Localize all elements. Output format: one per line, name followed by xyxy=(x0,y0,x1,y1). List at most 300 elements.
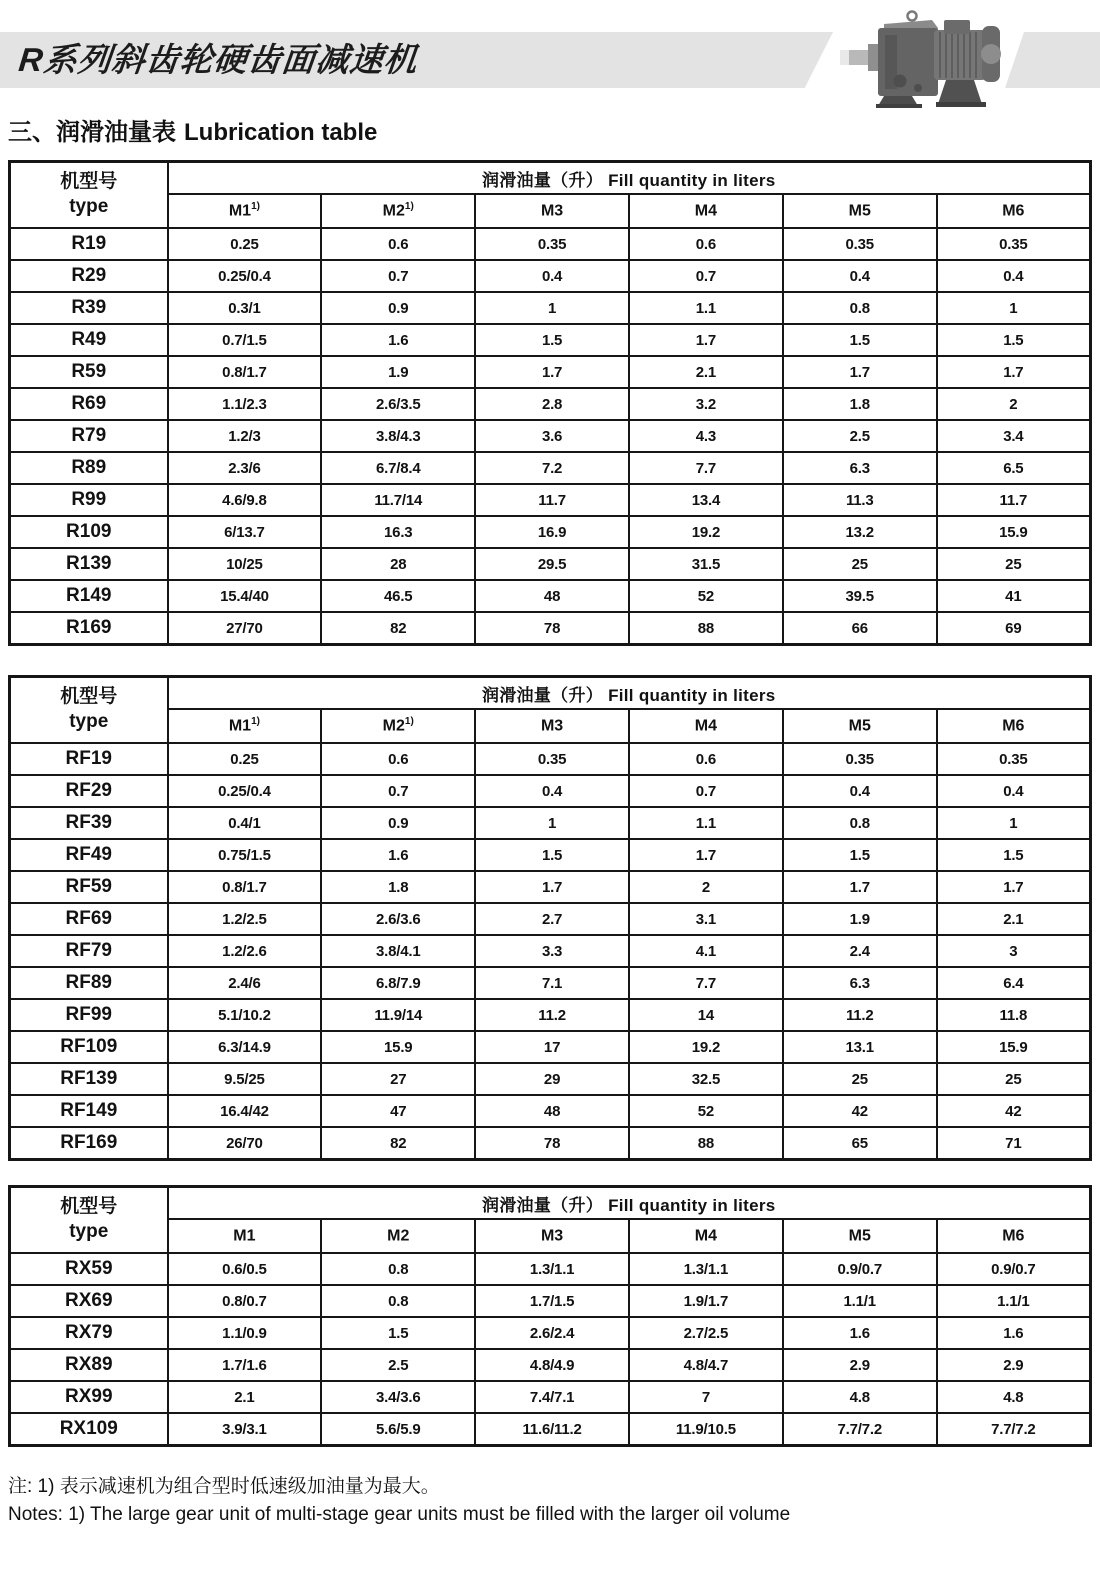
table-row xyxy=(10,999,1091,1031)
value-cell: 3.9/3.1 xyxy=(168,1413,322,1446)
value-cell: 1.7 xyxy=(475,356,629,388)
value-cell: 1.9 xyxy=(783,903,937,935)
value-cell: 0.25 xyxy=(168,228,322,260)
page-title: R系列斜齿轮硬齿面减速机 xyxy=(17,41,420,78)
value-cell: 2.6/3.6 xyxy=(321,903,475,935)
column-header-m3 xyxy=(475,194,629,228)
type-cell: R19 xyxy=(10,228,168,260)
table-row xyxy=(10,743,1091,775)
value-cell: 71 xyxy=(937,1127,1091,1160)
value-cell: 48 xyxy=(475,580,629,612)
table-row xyxy=(10,612,1091,645)
value-cell: 1.7/1.5 xyxy=(475,1285,629,1317)
value-cell: 0.6 xyxy=(629,743,783,775)
table-row xyxy=(10,903,1091,935)
value-cell: 1.5 xyxy=(475,324,629,356)
column-label: M3 xyxy=(540,1227,564,1245)
value-cell: 17 xyxy=(475,1031,629,1063)
value-cell: 4.1 xyxy=(629,935,783,967)
value-cell: 0.7 xyxy=(629,775,783,807)
column-label: M1 xyxy=(233,1227,256,1245)
value-cell: 26/70 xyxy=(168,1127,322,1160)
value-cell: 2.7/2.5 xyxy=(629,1317,783,1349)
value-cell: 2 xyxy=(629,871,783,903)
value-cell: 3 xyxy=(937,935,1091,967)
value-cell: 7 xyxy=(629,1381,783,1413)
tables-container xyxy=(0,160,1100,1447)
type-cell: RX99 xyxy=(10,1381,168,1413)
value-cell: 2.5 xyxy=(321,1349,475,1381)
column-header-m4 xyxy=(629,194,783,228)
type-cell: RF59 xyxy=(10,871,168,903)
value-cell: 0.4 xyxy=(937,260,1091,292)
value-cell: 9.5/25 xyxy=(168,1063,322,1095)
fill-quantity-header: 润滑油量（升） Fill quantity in liters xyxy=(168,1187,1091,1220)
column-header-m6 xyxy=(937,709,1091,743)
value-cell: 78 xyxy=(475,612,629,645)
value-cell: 4.6/9.8 xyxy=(168,484,322,516)
value-cell: 1.5 xyxy=(783,324,937,356)
column-label: M2 xyxy=(382,717,405,735)
value-cell: 6.3 xyxy=(783,452,937,484)
type-header-zh: 机型号 xyxy=(60,1196,118,1218)
type-cell: RF39 xyxy=(10,807,168,839)
value-cell: 14 xyxy=(629,999,783,1031)
column-label: M5 xyxy=(848,717,871,735)
column-header-m5 xyxy=(783,709,937,743)
value-cell: 1.7 xyxy=(475,871,629,903)
value-cell: 11.7/14 xyxy=(321,484,475,516)
type-cell: RF149 xyxy=(10,1095,168,1127)
value-cell: 1.7 xyxy=(783,356,937,388)
table-row xyxy=(10,775,1091,807)
type-cell: RX89 xyxy=(10,1349,168,1381)
table-row xyxy=(10,292,1091,324)
value-cell: 1.5 xyxy=(321,1317,475,1349)
value-cell: 29 xyxy=(475,1063,629,1095)
value-cell: 27/70 xyxy=(168,612,322,645)
value-cell: 1.5 xyxy=(937,839,1091,871)
table-row xyxy=(10,356,1091,388)
value-cell: 66 xyxy=(783,612,937,645)
value-cell: 52 xyxy=(629,580,783,612)
value-cell: 7.4/7.1 xyxy=(475,1381,629,1413)
value-cell: 3.6 xyxy=(475,420,629,452)
value-cell: 11.9/14 xyxy=(321,999,475,1031)
value-cell: 28 xyxy=(321,548,475,580)
column-superscript: 1) xyxy=(404,201,414,213)
column-header-m5 xyxy=(783,1219,937,1253)
value-cell: 1 xyxy=(475,807,629,839)
value-cell: 3.3 xyxy=(475,935,629,967)
value-cell: 11.9/10.5 xyxy=(629,1413,783,1446)
value-cell: 4.3 xyxy=(629,420,783,452)
value-cell: 16.3 xyxy=(321,516,475,548)
value-cell: 19.2 xyxy=(629,516,783,548)
value-cell: 0.4 xyxy=(475,260,629,292)
value-cell: 25 xyxy=(937,548,1091,580)
type-cell: RF99 xyxy=(10,999,168,1031)
column-superscript: 1) xyxy=(251,201,260,213)
value-cell: 11.7 xyxy=(937,484,1091,516)
column-superscript: 1) xyxy=(251,716,260,728)
value-cell: 29.5 xyxy=(475,548,629,580)
value-cell: 0.8/1.7 xyxy=(168,356,322,388)
type-column-header xyxy=(10,677,168,744)
type-header-en: type xyxy=(69,1221,109,1242)
value-cell: 1.1/1 xyxy=(783,1285,937,1317)
value-cell: 1 xyxy=(937,292,1091,324)
value-cell: 0.8/0.7 xyxy=(168,1285,322,1317)
value-cell: 1.6 xyxy=(937,1317,1091,1349)
type-cell: R149 xyxy=(10,580,168,612)
table-row xyxy=(10,580,1091,612)
value-cell: 2.5 xyxy=(783,420,937,452)
value-cell: 48 xyxy=(475,1095,629,1127)
value-cell: 65 xyxy=(783,1127,937,1160)
value-cell: 0.35 xyxy=(937,743,1091,775)
value-cell: 2.9 xyxy=(783,1349,937,1381)
table-row xyxy=(10,839,1091,871)
value-cell: 7.7/7.2 xyxy=(937,1413,1091,1446)
table-row xyxy=(10,548,1091,580)
value-cell: 15.9 xyxy=(321,1031,475,1063)
value-cell: 1.2/2.6 xyxy=(168,935,322,967)
column-label: M6 xyxy=(1002,717,1025,735)
value-cell: 0.25 xyxy=(168,743,322,775)
table-row xyxy=(10,1095,1091,1127)
type-cell: RX59 xyxy=(10,1253,168,1285)
table-row xyxy=(10,484,1091,516)
eyebolt-icon xyxy=(908,12,917,21)
column-label: M6 xyxy=(1002,1227,1025,1245)
value-cell: 1.1/1 xyxy=(937,1285,1091,1317)
value-cell: 0.75/1.5 xyxy=(168,839,322,871)
value-cell: 16.4/42 xyxy=(168,1095,322,1127)
value-cell: 2.4/6 xyxy=(168,967,322,999)
column-label: M2 xyxy=(382,202,405,220)
value-cell: 4.8 xyxy=(783,1381,937,1413)
value-cell: 0.7/1.5 xyxy=(168,324,322,356)
type-cell: R79 xyxy=(10,420,168,452)
column-label: M5 xyxy=(848,1227,871,1245)
column-superscript: 1) xyxy=(404,716,414,728)
value-cell: 0.6 xyxy=(629,228,783,260)
value-cell: 1 xyxy=(475,292,629,324)
table-row xyxy=(10,1349,1091,1381)
value-cell: 2.9 xyxy=(937,1349,1091,1381)
value-cell: 0.8 xyxy=(321,1285,475,1317)
value-cell: 6.5 xyxy=(937,452,1091,484)
value-cell: 6.4 xyxy=(937,967,1091,999)
value-cell: 2.1 xyxy=(937,903,1091,935)
value-cell: 2.4 xyxy=(783,935,937,967)
value-cell: 5.6/5.9 xyxy=(321,1413,475,1446)
type-cell: R59 xyxy=(10,356,168,388)
value-cell: 2.1 xyxy=(629,356,783,388)
value-cell: 1.9 xyxy=(321,356,475,388)
value-cell: 88 xyxy=(629,1127,783,1160)
type-column-header xyxy=(10,1187,168,1254)
table-row xyxy=(10,1031,1091,1063)
table-row xyxy=(10,1285,1091,1317)
type-cell: RX69 xyxy=(10,1285,168,1317)
value-cell: 0.9/0.7 xyxy=(937,1253,1091,1285)
type-cell: RF169 xyxy=(10,1127,168,1160)
value-cell: 3.8/4.3 xyxy=(321,420,475,452)
section-title-en: Lubrication table xyxy=(184,119,378,146)
type-cell: RX79 xyxy=(10,1317,168,1349)
value-cell: 46.5 xyxy=(321,580,475,612)
value-cell: 1 xyxy=(937,807,1091,839)
lubrication-table-2 xyxy=(8,675,1092,1161)
type-cell: R69 xyxy=(10,388,168,420)
value-cell: 13.2 xyxy=(783,516,937,548)
value-cell: 7.1 xyxy=(475,967,629,999)
table-row xyxy=(10,516,1091,548)
column-label: M6 xyxy=(1002,202,1025,220)
column-label: M3 xyxy=(540,202,564,220)
value-cell: 0.35 xyxy=(475,228,629,260)
type-header-zh: 机型号 xyxy=(60,171,118,193)
value-cell: 11.2 xyxy=(783,999,937,1031)
value-cell: 13.4 xyxy=(629,484,783,516)
value-cell: 1.6 xyxy=(321,839,475,871)
type-cell: RX109 xyxy=(10,1413,168,1446)
value-cell: 6.8/7.9 xyxy=(321,967,475,999)
value-cell: 27 xyxy=(321,1063,475,1095)
section-title xyxy=(8,112,1100,147)
table-row xyxy=(10,1413,1091,1446)
value-cell: 11.8 xyxy=(937,999,1091,1031)
type-cell: R139 xyxy=(10,548,168,580)
value-cell: 0.9/0.7 xyxy=(783,1253,937,1285)
value-cell: 0.35 xyxy=(783,228,937,260)
value-cell: 0.6 xyxy=(321,743,475,775)
table-row xyxy=(10,452,1091,484)
column-header-m1 xyxy=(168,1219,322,1253)
value-cell: 11.2 xyxy=(475,999,629,1031)
type-cell: RF139 xyxy=(10,1063,168,1095)
value-cell: 0.4 xyxy=(783,260,937,292)
value-cell: 7.7 xyxy=(629,452,783,484)
value-cell: 1.1/2.3 xyxy=(168,388,322,420)
value-cell: 1.6 xyxy=(783,1317,937,1349)
value-cell: 3.4 xyxy=(937,420,1091,452)
decor-parallelogram xyxy=(1005,32,1100,88)
type-cell: RF89 xyxy=(10,967,168,999)
value-cell: 2.8 xyxy=(475,388,629,420)
value-cell: 39.5 xyxy=(783,580,937,612)
value-cell: 0.8/1.7 xyxy=(168,871,322,903)
notes xyxy=(8,1473,1100,1528)
value-cell: 42 xyxy=(937,1095,1091,1127)
value-cell: 1.8 xyxy=(783,388,937,420)
type-cell: R29 xyxy=(10,260,168,292)
value-cell: 0.8 xyxy=(321,1253,475,1285)
value-cell: 0.4 xyxy=(475,775,629,807)
gear-motor-image xyxy=(838,4,1010,108)
value-cell: 52 xyxy=(629,1095,783,1127)
value-cell: 0.7 xyxy=(629,260,783,292)
value-cell: 4.8/4.7 xyxy=(629,1349,783,1381)
lubrication-table-3 xyxy=(8,1185,1092,1447)
value-cell: 3.2 xyxy=(629,388,783,420)
value-cell: 1.5 xyxy=(783,839,937,871)
value-cell: 0.35 xyxy=(475,743,629,775)
value-cell: 2.6/2.4 xyxy=(475,1317,629,1349)
value-cell: 7.7 xyxy=(629,967,783,999)
type-cell: RF29 xyxy=(10,775,168,807)
value-cell: 0.3/1 xyxy=(168,292,322,324)
table-row xyxy=(10,871,1091,903)
column-header-m6 xyxy=(937,1219,1091,1253)
value-cell: 0.25/0.4 xyxy=(168,775,322,807)
value-cell: 0.4 xyxy=(783,775,937,807)
value-cell: 1.6 xyxy=(321,324,475,356)
fill-quantity-header: 润滑油量（升） Fill quantity in liters xyxy=(168,677,1091,710)
value-cell: 1.1 xyxy=(629,807,783,839)
value-cell: 2.7 xyxy=(475,903,629,935)
value-cell: 13.1 xyxy=(783,1031,937,1063)
value-cell: 32.5 xyxy=(629,1063,783,1095)
value-cell: 0.9 xyxy=(321,292,475,324)
type-cell: RF69 xyxy=(10,903,168,935)
type-header-en: type xyxy=(69,711,109,732)
column-header-m4 xyxy=(629,709,783,743)
column-header-m6 xyxy=(937,194,1091,228)
value-cell: 0.35 xyxy=(937,228,1091,260)
type-cell: RF79 xyxy=(10,935,168,967)
type-column-header xyxy=(10,162,168,229)
value-cell: 4.8 xyxy=(937,1381,1091,1413)
type-cell: R49 xyxy=(10,324,168,356)
value-cell: 6.7/8.4 xyxy=(321,452,475,484)
value-cell: 5.1/10.2 xyxy=(168,999,322,1031)
value-cell: 0.7 xyxy=(321,775,475,807)
value-cell: 1.3/1.1 xyxy=(629,1253,783,1285)
column-header-m2 xyxy=(321,709,475,743)
value-cell: 1.3/1.1 xyxy=(475,1253,629,1285)
value-cell: 0.4/1 xyxy=(168,807,322,839)
table-row xyxy=(10,1253,1091,1285)
value-cell: 1.8 xyxy=(321,871,475,903)
value-cell: 41 xyxy=(937,580,1091,612)
value-cell: 0.8 xyxy=(783,807,937,839)
type-cell: R109 xyxy=(10,516,168,548)
value-cell: 47 xyxy=(321,1095,475,1127)
value-cell: 1.7 xyxy=(937,871,1091,903)
value-cell: 1.1/0.9 xyxy=(168,1317,322,1349)
value-cell: 3.4/3.6 xyxy=(321,1381,475,1413)
value-cell: 1.7 xyxy=(629,839,783,871)
column-header-m5 xyxy=(783,194,937,228)
column-header-m1 xyxy=(168,709,322,743)
value-cell: 25 xyxy=(783,1063,937,1095)
type-cell: RF19 xyxy=(10,743,168,775)
value-cell: 1.7 xyxy=(783,871,937,903)
type-cell: R89 xyxy=(10,452,168,484)
value-cell: 0.9 xyxy=(321,807,475,839)
value-cell: 7.2 xyxy=(475,452,629,484)
table-row xyxy=(10,388,1091,420)
value-cell: 11.3 xyxy=(783,484,937,516)
value-cell: 2.6/3.5 xyxy=(321,388,475,420)
value-cell: 25 xyxy=(937,1063,1091,1095)
column-header-m2 xyxy=(321,194,475,228)
value-cell: 82 xyxy=(321,1127,475,1160)
value-cell: 16.9 xyxy=(475,516,629,548)
note-en: Notes: 1) The large gear unit of multi-stage gear units must be filled with the larger oil volume xyxy=(8,1503,791,1525)
value-cell: 15.4/40 xyxy=(168,580,322,612)
type-cell: R39 xyxy=(10,292,168,324)
value-cell: 1.7/1.6 xyxy=(168,1349,322,1381)
value-cell: 69 xyxy=(937,612,1091,645)
value-cell: 0.35 xyxy=(783,743,937,775)
table-row xyxy=(10,1317,1091,1349)
table-row xyxy=(10,228,1091,260)
value-cell: 4.8/4.9 xyxy=(475,1349,629,1381)
table-row xyxy=(10,807,1091,839)
value-cell: 1.5 xyxy=(937,324,1091,356)
value-cell: 7.7/7.2 xyxy=(783,1413,937,1446)
value-cell: 3.1 xyxy=(629,903,783,935)
value-cell: 1.2/2.5 xyxy=(168,903,322,935)
table-row xyxy=(10,420,1091,452)
content xyxy=(0,112,1100,1528)
value-cell: 0.8 xyxy=(783,292,937,324)
value-cell: 1.7 xyxy=(629,324,783,356)
value-cell: 0.4 xyxy=(937,775,1091,807)
type-cell: RF49 xyxy=(10,839,168,871)
value-cell: 10/25 xyxy=(168,548,322,580)
value-cell: 19.2 xyxy=(629,1031,783,1063)
column-header-m2 xyxy=(321,1219,475,1253)
type-cell: R169 xyxy=(10,612,168,645)
type-cell: R99 xyxy=(10,484,168,516)
section-title-zh: 三、润滑油量表 xyxy=(8,119,176,146)
table-row xyxy=(10,935,1091,967)
table-row xyxy=(10,260,1091,292)
value-cell: 2.1 xyxy=(168,1381,322,1413)
table-row xyxy=(10,1063,1091,1095)
column-label: M2 xyxy=(387,1227,410,1245)
value-cell: 0.6/0.5 xyxy=(168,1253,322,1285)
value-cell: 2 xyxy=(937,388,1091,420)
value-cell: 88 xyxy=(629,612,783,645)
value-cell: 82 xyxy=(321,612,475,645)
value-cell: 1.1 xyxy=(629,292,783,324)
value-cell: 11.6/11.2 xyxy=(475,1413,629,1446)
value-cell: 25 xyxy=(783,548,937,580)
lubrication-table-1 xyxy=(8,160,1092,646)
value-cell: 6/13.7 xyxy=(168,516,322,548)
value-cell: 0.7 xyxy=(321,260,475,292)
value-cell: 78 xyxy=(475,1127,629,1160)
value-cell: 1.5 xyxy=(475,839,629,871)
column-header-m3 xyxy=(475,709,629,743)
value-cell: 6.3 xyxy=(783,967,937,999)
column-label: M5 xyxy=(848,202,871,220)
value-cell: 31.5 xyxy=(629,548,783,580)
table-row xyxy=(10,324,1091,356)
value-cell: 6.3/14.9 xyxy=(168,1031,322,1063)
value-cell: 1.2/3 xyxy=(168,420,322,452)
type-cell: RF109 xyxy=(10,1031,168,1063)
type-header-zh: 机型号 xyxy=(60,686,118,708)
type-header-en: type xyxy=(69,196,109,217)
note-zh: 注: 1) 表示减速机为组合型时低速级加油量为最大。 xyxy=(8,1476,440,1497)
